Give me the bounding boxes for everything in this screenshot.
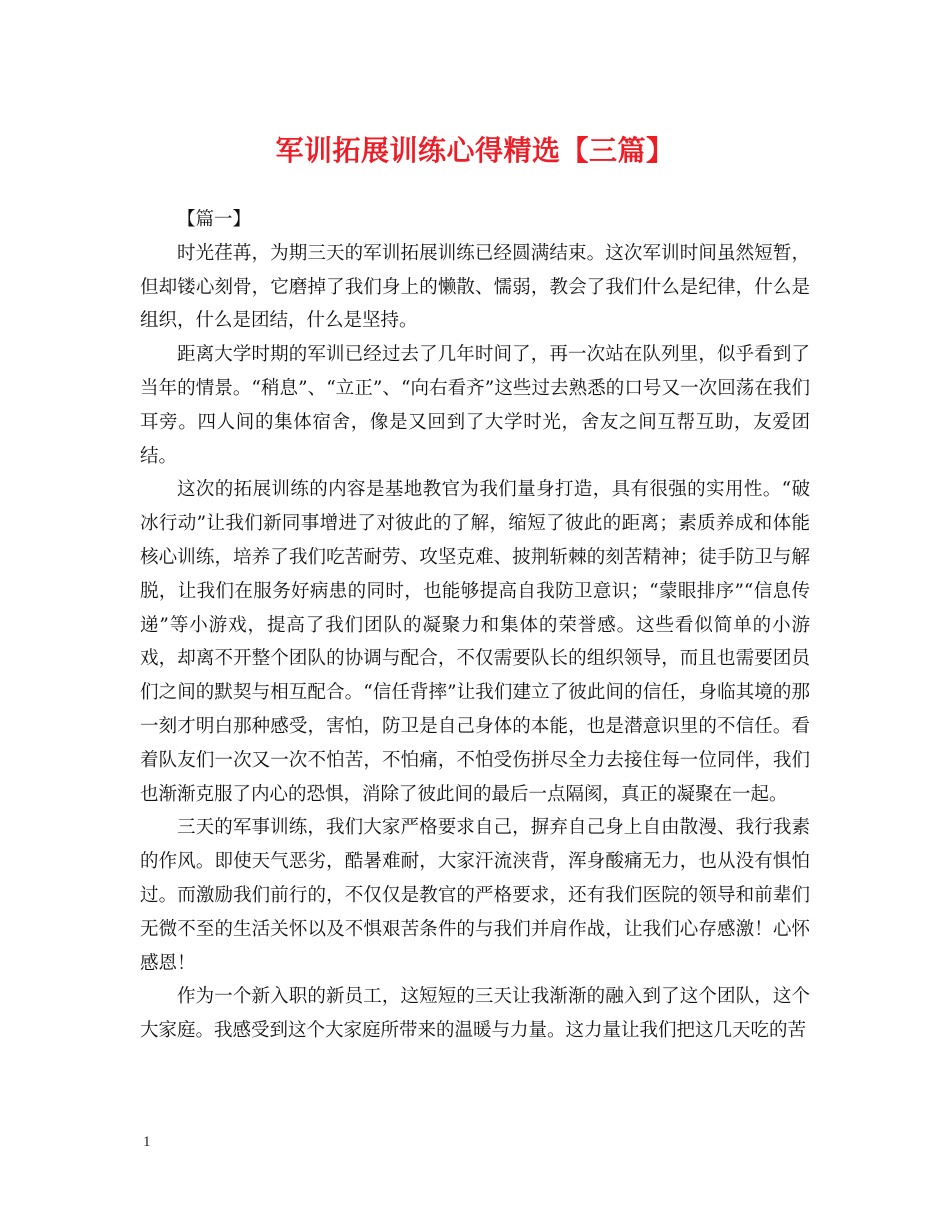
document-title: 军训拓展训练心得精选【三篇】 [275,134,675,167]
paragraph-1: 时光荏苒，为期三天的军训拓展训练已经圆满结束。这次军训时间虽然短暂，但却镂心刻骨，它磨掉了我们身上的懒散、懦弱，教会了我们什么是纪律，什么是组织，什么是团结，什么是坚持。 [140,242,810,332]
section-heading: 【篇一】 [177,209,252,230]
paragraph-5: 作为一个新入职的新员工，这短短的三天让我渐渐的融入到了这个团队，这个大家庭。我感受到这个大家庭所带来的温暖与力量。这力量让我们把这几天吃的苦 [140,986,810,1042]
document-body [140,203,810,1048]
paragraph-4: 三天的军事训练，我们大家严格要求自己，摒弃自己身上自由散漫、我行我素的作风。即使天气恶劣，酷暑难耐，大家汗流浃背，浑身酸痛无力，也从没有惧怕过。而激励我们前行的，不仅仅是教官的严格要求，还有我们医院的领导和前辈们无微不至的生活关怀以及不惧艰苦条件的与我们并肩作战，让我们心存感激！心怀感恩！ [140,817,810,974]
paragraph-3: 这次的拓展训练的内容是基地教官为我们量身打造，具有很强的实用性。“破冰行动”让我们新同事增进了对彼此的了解，缩短了彼此的距离；素质养成和体能核心训练，培养了我们吃苦耐劳、攻坚克难、披荆斩棘的刻苦精神；徒手防卫与解脱，让我们在服务好病患的同时，也能够提高自我防卫意识；“蒙眼排序”“信息传递”等小游戏，提高了我们团队的凝聚力和集体的荣誉感。这些看似简单的小游戏，却离不开整个团队的协调与配合，不仅需要队长的组织领导，而且也需要团员们之间的默契与相互配合。“信任背摔”让我们建立了彼此间的信任，身临其境的那一刻才明白那种感受，害怕，防卫是自己身体的本能，也是潜意识里的不信任。看着队友们一次又一次不怕苦，不怕痛，不怕受伤拼尽全力去接住每一位同伴，我们也渐渐克服了内心的恐惧，消除了彼此间的最后一点隔阂，真正的凝聚在一起。 [140,479,810,805]
page-number: 1 [143,1134,151,1150]
paragraph-2: 距离大学时期的军训已经过去了几年时间了，再一次站在队列里，似乎看到了当年的情景。“稍息”、“立正”、“向右看齐”这些过去熟悉的口号又一次回荡在我们耳旁。四人间的集体宿舍，像是又回到了大学时光，舍友之间互帮互助，友爱团结。 [140,344,810,467]
